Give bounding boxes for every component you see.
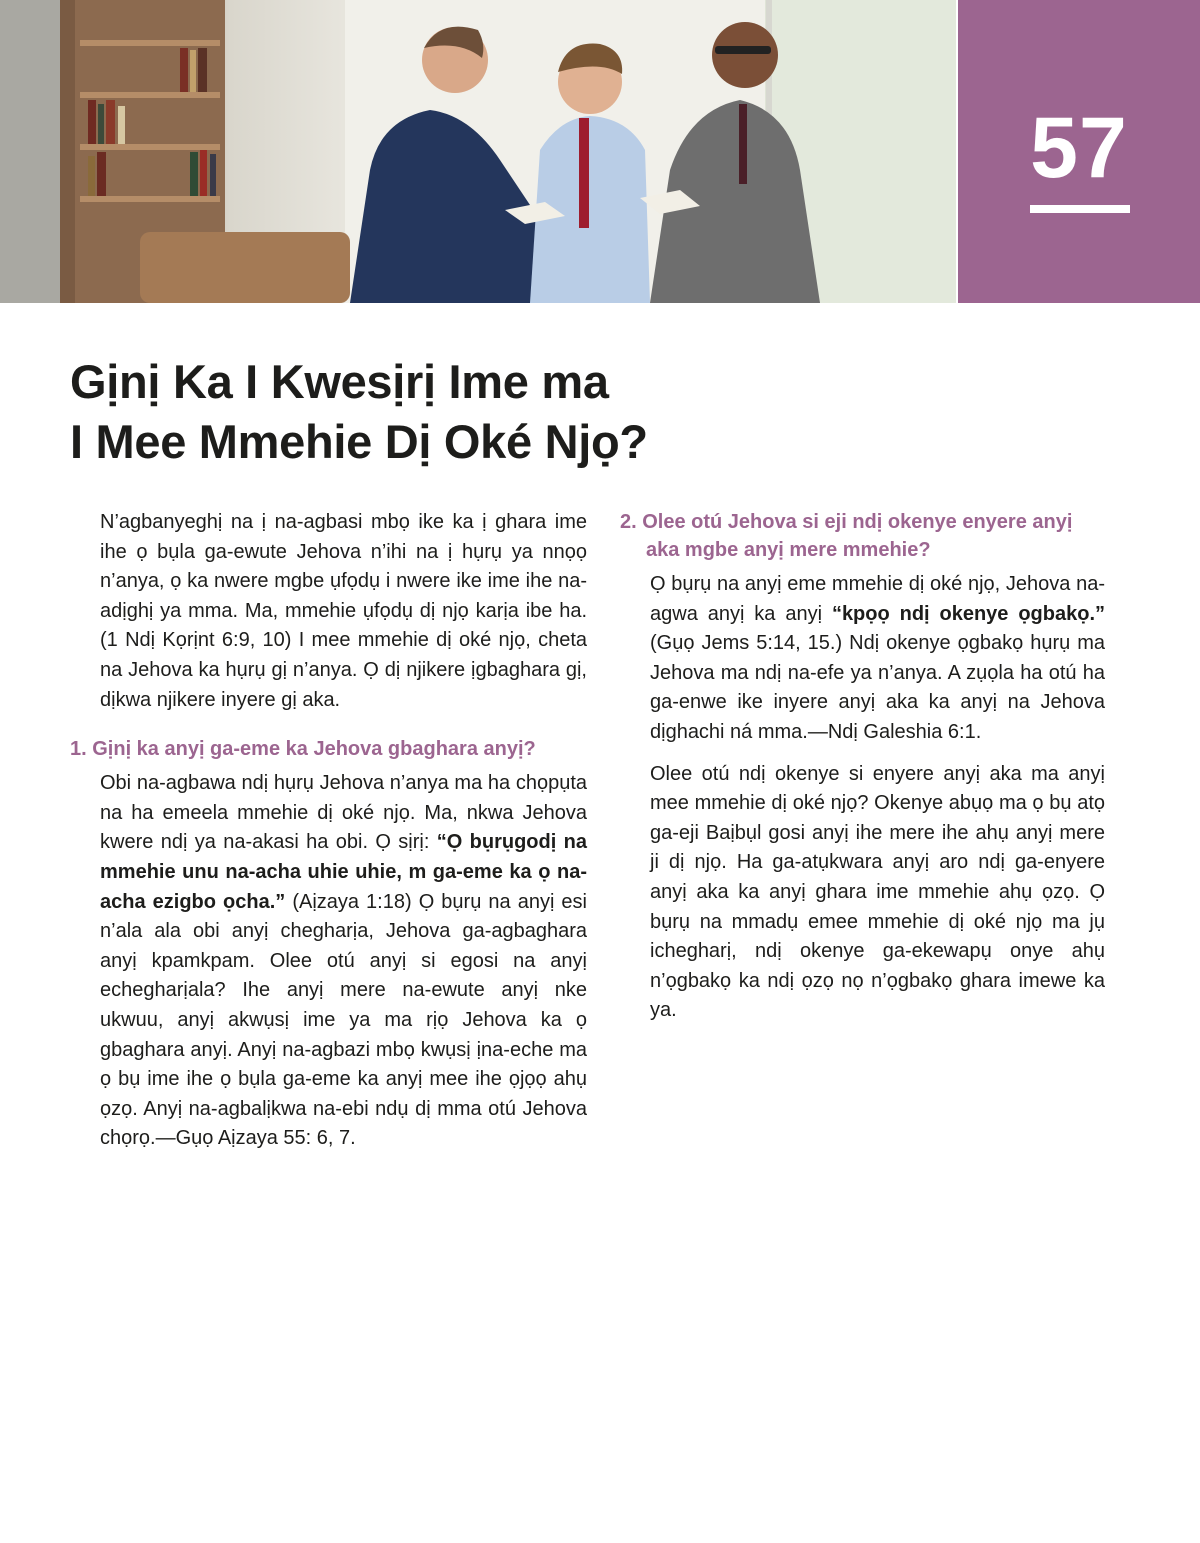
header-photo-illustration: [0, 0, 956, 303]
section-1-quote: “Ọ bụrụgodị na mmehie unu na-acha uhie uhie, m ga-eme ka ọ na-acha ezigbo ọcha.”: [100, 831, 587, 913]
header-photo: [0, 0, 956, 303]
section-1-paragraph: [100, 769, 587, 1154]
section-1-text-before: Obi na-agbawa ndị hụrụ Jehova n’anya ma ha chọpụta na ha emeela mmehie dị oké njọ. Ma, nkwa Jehova kwere ndị ya na-akasi ha obi. Ọ sịrị:: [100, 772, 587, 854]
section-1-heading: 1. Gịnị ka anyị ga-eme ka Jehova gbaghara anyị?: [70, 738, 536, 761]
section-2-para1-after: (Gụọ Jems 5:14, 15.) Ndị okenye ọgbakọ hụrụ ma Jehova ma ndị na-efe ya n’anya. A zụọla ha otú ha ga-enwe ike inyere anyị aka ka anyị na Jehova dịghachi ná mma.—Ndị Galeshia 6:1.: [650, 632, 1105, 743]
section-2-para1-quote: “kpọọ ndị okenye ọgbakọ.”: [831, 602, 1106, 625]
lesson-number-block: [958, 0, 1200, 303]
section-1-text-after: (Aịzaya 1:18) Ọ bụrụ na anyị esi n’ala ala obi anyị chegharịa, Jehova ga-agbaghara anyị kpamkpam. Olee otú anyị si egosi na anyị echegharịala? Ihe anyị mere na-ewute anyị nke ukwuu, anyị akwụsị ime ya ma rịọ Jehova ka ọ gbaghara anyị. Anyị na-agbazi mbọ kwụsị ịna-eche ma ọ bụ ime ihe ọ bụla ga-eme ka anyị mee ihe ọjọọ ahụ ọzọ. Anyị na-agbalịkwa na-ebi ndụ dị mma otú Jehova chọrọ.—Gụọ Aịzaya 55: 6, 7.: [100, 890, 588, 1150]
right-column: [620, 508, 1105, 1038]
page-title-line-2: I Mee Mmehie Dị Oké Njọ?: [70, 415, 648, 468]
section-2-paragraph-2: Olee otú ndị okenye si enyere anyị aka ma anyị mee mmehie dị oké njọ? Okenye abụọ ma ọ bụ atọ ga-eji Baịbụl gosi anyị ihe mere ihe ahụ anyị mere ji dị njọ. Ha ga-atụkwara anyị aro ndị ga-enyere anyị aka ka anyị ghara ime mmehie ahụ ọzọ. Ọ bụrụ na mmadụ emee mmehie dị oké njọ ma jụ ichegharị, ndị okenye ga-ekewapụ onye ahụ n’ọgbakọ ka ndị ọzọ nọ n’ọgbakọ ghara imewe ka ya.: [650, 762, 1105, 1022]
intro-paragraph: N’agbanyeghị na ị na-agbasi mbọ ike ka ị ghara ime ihe ọ bụla ga-ewute Jehova n’ihi na ị hụrụ ya nnọọ n’anya, ọ ka nwere mgbe ụfọdụ i nwere ike ime ihe na-adịghị ya mma. Ma, mmehie ụfọdụ dị njọ karịa ibe ha. (1 Ndị Kọrịnt 6:9, 10) I mee mmehie dị oké njọ, cheta na Jehova ka hụrụ gị n’anya. Ọ dị njikere ịgbaghara gị, dịkwa njikere inyere gị aka.: [100, 511, 587, 711]
lesson-number: 57: [1030, 100, 1128, 196]
left-column: [70, 508, 587, 1166]
lesson-number-underline: [1030, 205, 1130, 213]
section-2-para1-before: Ọ bụrụ na anyị eme mmehie dị oké njọ, Jehova na-agwa anyị ka anyị: [650, 573, 1105, 625]
section-2-heading: 2. Olee otú Jehova si eji ndị okenye enyere anyị aka mgbe anyị mere mmehie?: [620, 511, 1073, 561]
page-title: [70, 352, 950, 472]
page-title-line-1: Gịnị Ka I Kwesịrị Ime ma: [70, 355, 609, 408]
section-2-paragraph-1: [650, 570, 1105, 748]
